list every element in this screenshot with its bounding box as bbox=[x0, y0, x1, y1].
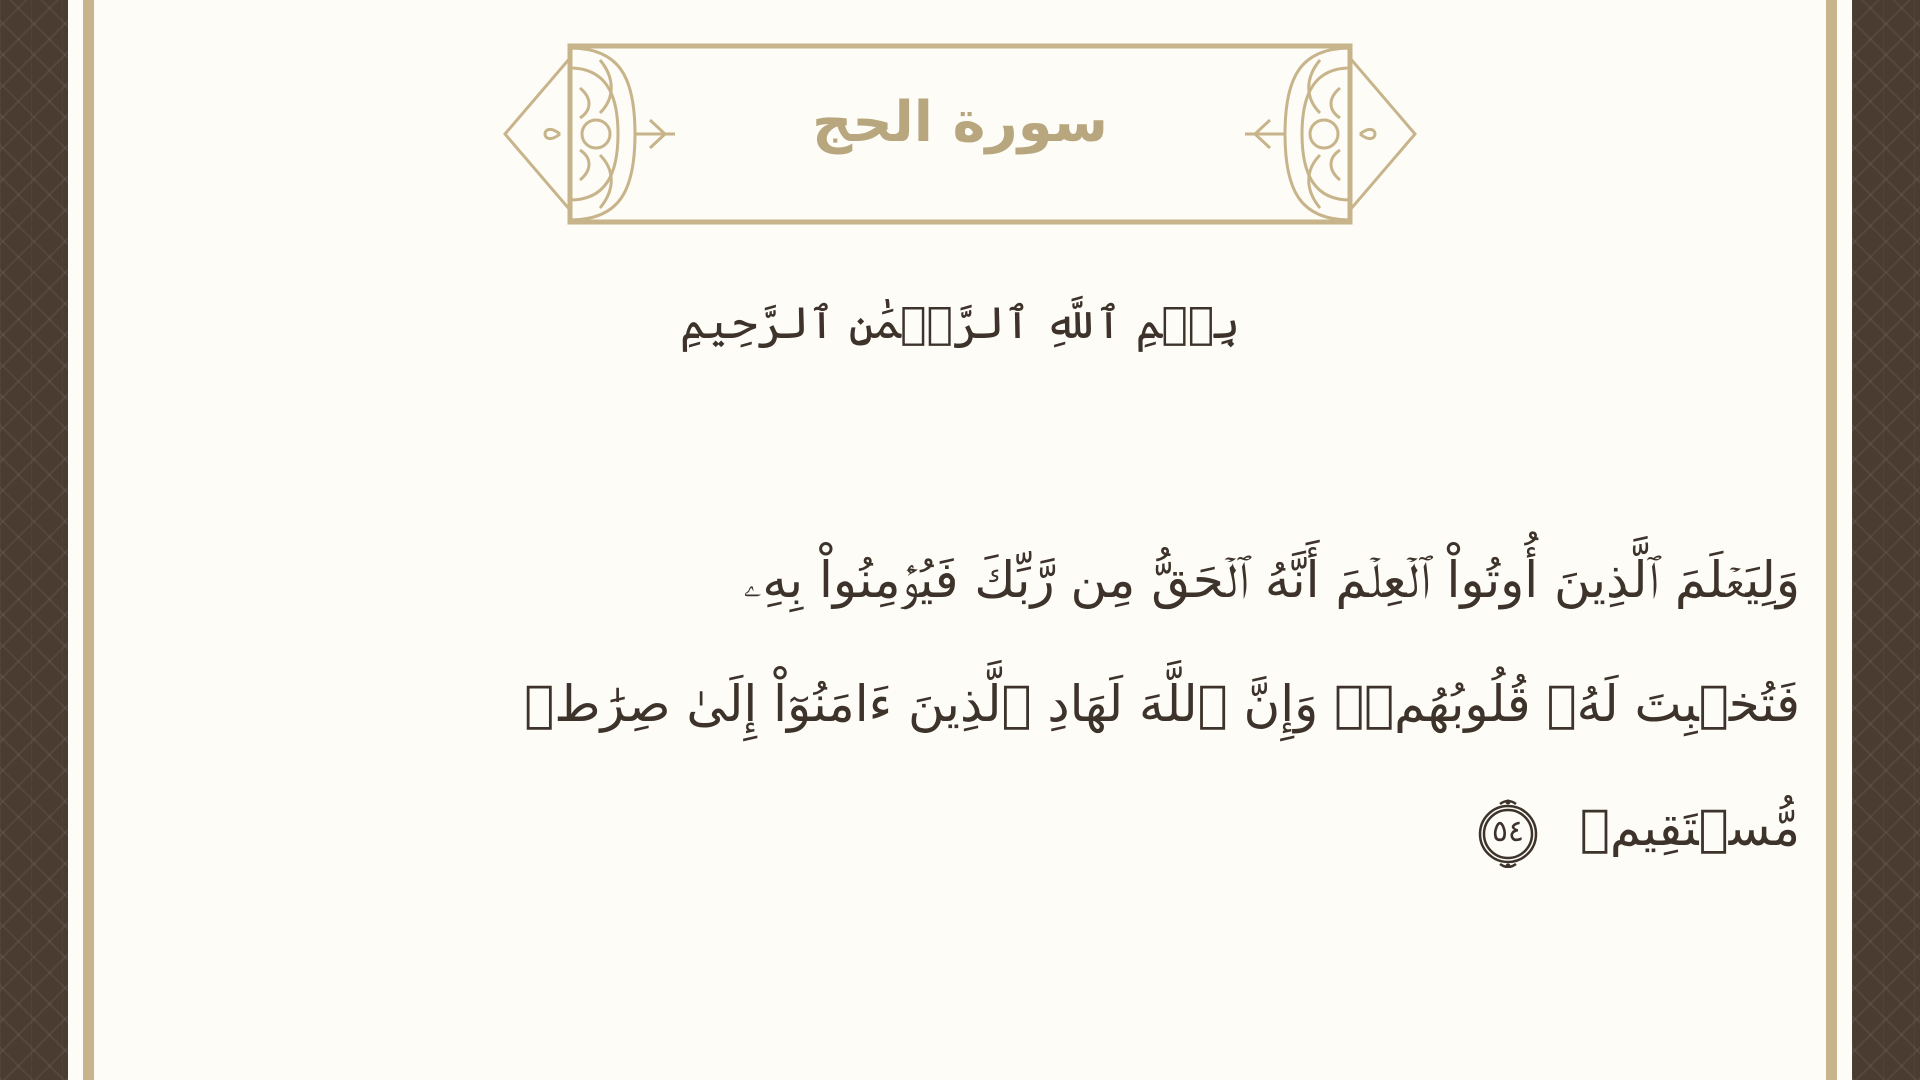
left-gold-rule bbox=[83, 0, 94, 1080]
right-border-gap bbox=[1837, 0, 1852, 1080]
left-border-gap bbox=[68, 0, 83, 1080]
verse-line-2: فَتُخۡبِتَ لَهُۥ قُلُوبُهُمۡۗ وَإِنَّ ٱللَّهَ لَهَادِ ٱلَّذِينَ ءَامَنُوٓاْ إِلَىٰ صِرَٰطٖ bbox=[524, 675, 1800, 733]
ayah-number: ٥٤ bbox=[1491, 813, 1525, 849]
surah-header-frame bbox=[500, 38, 1420, 228]
left-ornamental-border bbox=[0, 0, 68, 1080]
verse-line-3-text: مُّسۡتَقِيمٖ bbox=[1579, 799, 1800, 857]
right-gold-rule bbox=[1826, 0, 1837, 1080]
verse-text bbox=[420, 518, 1800, 890]
verse-line-3 bbox=[420, 766, 1800, 890]
ayah-end-marker bbox=[1472, 796, 1544, 868]
right-ornamental-border bbox=[1852, 0, 1920, 1080]
surah-title: سورة الحج bbox=[812, 90, 1108, 155]
basmala-calligraphy: بِسۡمِ ٱللَّهِ ٱلرَّحۡمَٰنِ ٱلرَّحِيمِ bbox=[679, 298, 1241, 349]
verse-line-1: وَلِيَعۡلَمَ ٱلَّذِينَ أُوتُواْ ٱلۡعِلۡمَ أَنَّهُ ٱلۡحَقُّ مِن رَّبِّكَ فَيُؤۡمِنُواْ بِهِۦ bbox=[743, 551, 1800, 609]
